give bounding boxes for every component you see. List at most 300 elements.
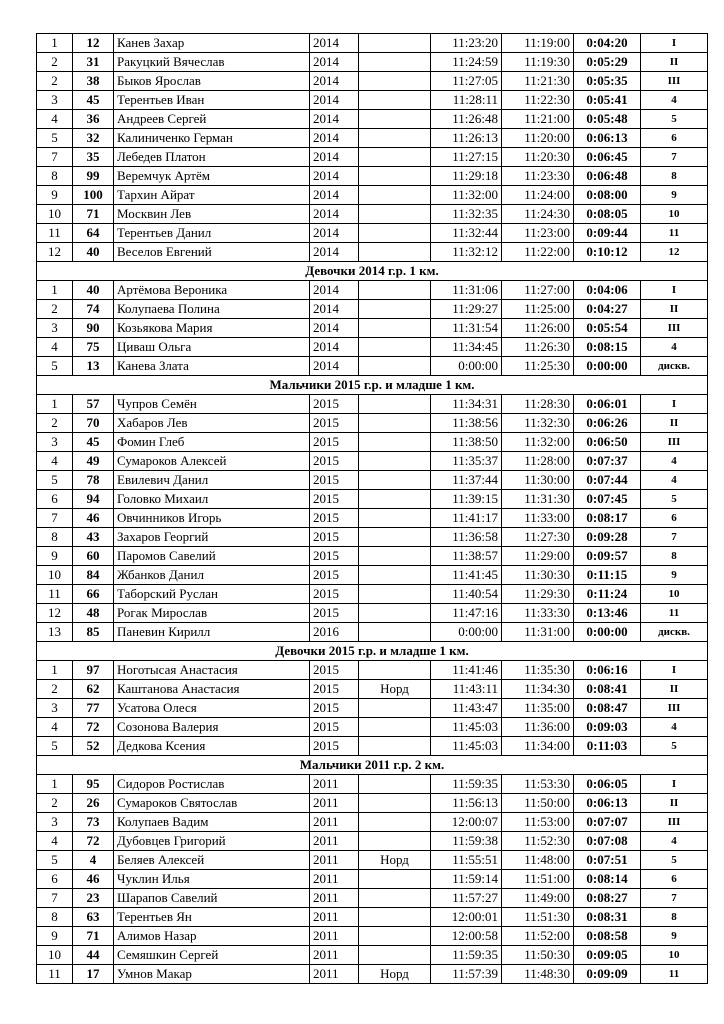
start-time-cell: 11:27:30 bbox=[502, 528, 574, 547]
birth-year-cell: 2015 bbox=[310, 566, 359, 585]
table-row bbox=[37, 357, 708, 376]
bib-number-cell: 32 bbox=[73, 129, 114, 148]
place-cell: 8 bbox=[37, 908, 73, 927]
result-time-cell: 0:08:15 bbox=[574, 338, 641, 357]
finish-time-cell: 11:27:05 bbox=[431, 72, 502, 91]
group-header bbox=[37, 756, 708, 775]
birth-year-cell: 2015 bbox=[310, 661, 359, 680]
rank-cell: III bbox=[641, 433, 708, 452]
table-row bbox=[37, 623, 708, 642]
group-header bbox=[37, 642, 708, 661]
finish-time-cell: 11:57:39 bbox=[431, 965, 502, 984]
table-row bbox=[37, 300, 708, 319]
athlete-name-cell: Сидоров Ростислав bbox=[114, 775, 310, 794]
bib-number-cell: 4 bbox=[73, 851, 114, 870]
rank-cell: II bbox=[641, 414, 708, 433]
athlete-name-cell: Чуклин Илья bbox=[114, 870, 310, 889]
birth-year-cell: 2015 bbox=[310, 680, 359, 699]
place-cell: 13 bbox=[37, 623, 73, 642]
finish-time-cell: 11:32:35 bbox=[431, 205, 502, 224]
birth-year-cell: 2014 bbox=[310, 129, 359, 148]
rank-cell: 9 bbox=[641, 566, 708, 585]
start-time-cell: 11:33:30 bbox=[502, 604, 574, 623]
result-time-cell: 0:05:48 bbox=[574, 110, 641, 129]
bib-number-cell: 46 bbox=[73, 509, 114, 528]
table-row bbox=[37, 148, 708, 167]
table-row bbox=[37, 794, 708, 813]
start-time-cell: 11:27:00 bbox=[502, 281, 574, 300]
club-cell bbox=[359, 243, 431, 262]
bib-number-cell: 72 bbox=[73, 832, 114, 851]
place-cell: 2 bbox=[37, 72, 73, 91]
table-row bbox=[37, 718, 708, 737]
place-cell: 12 bbox=[37, 604, 73, 623]
start-time-cell: 11:50:30 bbox=[502, 946, 574, 965]
bib-number-cell: 77 bbox=[73, 699, 114, 718]
table-row bbox=[37, 414, 708, 433]
table-row bbox=[37, 129, 708, 148]
athlete-name-cell: Паневин Кирилл bbox=[114, 623, 310, 642]
rank-cell: 5 bbox=[641, 490, 708, 509]
table-row bbox=[37, 908, 708, 927]
rank-cell: I bbox=[641, 281, 708, 300]
bib-number-cell: 40 bbox=[73, 243, 114, 262]
start-time-cell: 11:48:00 bbox=[502, 851, 574, 870]
start-time-cell: 11:53:30 bbox=[502, 775, 574, 794]
birth-year-cell: 2015 bbox=[310, 604, 359, 623]
club-cell bbox=[359, 870, 431, 889]
place-cell: 3 bbox=[37, 91, 73, 110]
result-time-cell: 0:09:05 bbox=[574, 946, 641, 965]
start-time-cell: 11:22:00 bbox=[502, 243, 574, 262]
birth-year-cell: 2014 bbox=[310, 338, 359, 357]
result-time-cell: 0:09:44 bbox=[574, 224, 641, 243]
athlete-name-cell: Веселов Евгений bbox=[114, 243, 310, 262]
result-time-cell: 0:06:05 bbox=[574, 775, 641, 794]
rank-cell: 10 bbox=[641, 946, 708, 965]
bib-number-cell: 72 bbox=[73, 718, 114, 737]
place-cell: 9 bbox=[37, 186, 73, 205]
birth-year-cell: 2015 bbox=[310, 585, 359, 604]
finish-time-cell: 11:38:56 bbox=[431, 414, 502, 433]
birth-year-cell: 2011 bbox=[310, 870, 359, 889]
place-cell: 10 bbox=[37, 205, 73, 224]
place-cell: 6 bbox=[37, 490, 73, 509]
athlete-name-cell: Умнов Макар bbox=[114, 965, 310, 984]
result-time-cell: 0:07:37 bbox=[574, 452, 641, 471]
start-time-cell: 11:20:00 bbox=[502, 129, 574, 148]
table-row bbox=[37, 851, 708, 870]
athlete-name-cell: Созонова Валерия bbox=[114, 718, 310, 737]
rank-cell: 7 bbox=[641, 889, 708, 908]
birth-year-cell: 2014 bbox=[310, 319, 359, 338]
club-cell bbox=[359, 471, 431, 490]
place-cell: 10 bbox=[37, 946, 73, 965]
start-time-cell: 11:26:30 bbox=[502, 338, 574, 357]
table-row bbox=[37, 889, 708, 908]
athlete-name-cell: Сумароков Алексей bbox=[114, 452, 310, 471]
place-cell: 3 bbox=[37, 813, 73, 832]
club-cell bbox=[359, 528, 431, 547]
club-cell bbox=[359, 91, 431, 110]
result-time-cell: 0:05:41 bbox=[574, 91, 641, 110]
birth-year-cell: 2014 bbox=[310, 167, 359, 186]
rank-cell: III bbox=[641, 319, 708, 338]
club-cell bbox=[359, 623, 431, 642]
table-row bbox=[37, 91, 708, 110]
rank-cell: 10 bbox=[641, 585, 708, 604]
birth-year-cell: 2014 bbox=[310, 281, 359, 300]
rank-cell: I bbox=[641, 775, 708, 794]
rank-cell: 5 bbox=[641, 110, 708, 129]
finish-time-cell: 11:59:35 bbox=[431, 775, 502, 794]
place-cell: 9 bbox=[37, 547, 73, 566]
rank-cell: 4 bbox=[641, 718, 708, 737]
place-cell: 4 bbox=[37, 832, 73, 851]
finish-time-cell: 11:41:46 bbox=[431, 661, 502, 680]
rank-cell: 10 bbox=[641, 205, 708, 224]
result-time-cell: 0:00:00 bbox=[574, 357, 641, 376]
start-time-cell: 11:32:00 bbox=[502, 433, 574, 452]
bib-number-cell: 75 bbox=[73, 338, 114, 357]
bib-number-cell: 73 bbox=[73, 813, 114, 832]
rank-cell: II bbox=[641, 300, 708, 319]
club-cell bbox=[359, 604, 431, 623]
club-cell bbox=[359, 34, 431, 53]
birth-year-cell: 2011 bbox=[310, 965, 359, 984]
start-time-cell: 11:30:30 bbox=[502, 566, 574, 585]
table-row bbox=[37, 281, 708, 300]
start-time-cell: 11:35:00 bbox=[502, 699, 574, 718]
bib-number-cell: 95 bbox=[73, 775, 114, 794]
start-time-cell: 11:24:00 bbox=[502, 186, 574, 205]
finish-time-cell: 11:59:35 bbox=[431, 946, 502, 965]
table-row bbox=[37, 965, 708, 984]
birth-year-cell: 2015 bbox=[310, 737, 359, 756]
club-cell bbox=[359, 509, 431, 528]
rank-cell: I bbox=[641, 34, 708, 53]
finish-time-cell: 12:00:01 bbox=[431, 908, 502, 927]
result-time-cell: 0:09:28 bbox=[574, 528, 641, 547]
table-row bbox=[37, 832, 708, 851]
table-row bbox=[37, 585, 708, 604]
athlete-name-cell: Чупров Семён bbox=[114, 395, 310, 414]
club-cell bbox=[359, 205, 431, 224]
start-time-cell: 11:36:00 bbox=[502, 718, 574, 737]
table-row bbox=[37, 604, 708, 623]
club-cell bbox=[359, 72, 431, 91]
club-cell bbox=[359, 110, 431, 129]
athlete-name-cell: Овчинников Игорь bbox=[114, 509, 310, 528]
result-time-cell: 0:04:06 bbox=[574, 281, 641, 300]
club-cell bbox=[359, 319, 431, 338]
club-cell bbox=[359, 395, 431, 414]
result-time-cell: 0:08:05 bbox=[574, 205, 641, 224]
birth-year-cell: 2015 bbox=[310, 509, 359, 528]
start-time-cell: 11:25:30 bbox=[502, 357, 574, 376]
place-cell: 5 bbox=[37, 129, 73, 148]
athlete-name-cell: Дедкова Ксения bbox=[114, 737, 310, 756]
finish-time-cell: 11:26:48 bbox=[431, 110, 502, 129]
start-time-cell: 11:19:00 bbox=[502, 34, 574, 53]
athlete-name-cell: Терентьев Данил bbox=[114, 224, 310, 243]
club-cell: Норд bbox=[359, 680, 431, 699]
table-row bbox=[37, 547, 708, 566]
bib-number-cell: 63 bbox=[73, 908, 114, 927]
finish-time-cell: 11:31:54 bbox=[431, 319, 502, 338]
birth-year-cell: 2014 bbox=[310, 224, 359, 243]
birth-year-cell: 2014 bbox=[310, 110, 359, 129]
athlete-name-cell: Колупаев Вадим bbox=[114, 813, 310, 832]
finish-time-cell: 12:00:58 bbox=[431, 927, 502, 946]
club-cell bbox=[359, 148, 431, 167]
rank-cell: дискв. bbox=[641, 357, 708, 376]
table-row bbox=[37, 224, 708, 243]
table-row bbox=[37, 509, 708, 528]
club-cell bbox=[359, 946, 431, 965]
birth-year-cell: 2014 bbox=[310, 72, 359, 91]
athlete-name-cell: Веремчук Артём bbox=[114, 167, 310, 186]
start-time-cell: 11:35:30 bbox=[502, 661, 574, 680]
athlete-name-cell: Таборский Руслан bbox=[114, 585, 310, 604]
finish-time-cell: 11:38:57 bbox=[431, 547, 502, 566]
athlete-name-cell: Терентьев Ян bbox=[114, 908, 310, 927]
finish-time-cell: 11:34:45 bbox=[431, 338, 502, 357]
table-row bbox=[37, 699, 708, 718]
bib-number-cell: 97 bbox=[73, 661, 114, 680]
place-cell: 2 bbox=[37, 680, 73, 699]
club-cell bbox=[359, 566, 431, 585]
athlete-name-cell: Терентьев Иван bbox=[114, 91, 310, 110]
rank-cell: II bbox=[641, 53, 708, 72]
group-title: Мальчики 2015 г.р. и младше 1 км. bbox=[37, 376, 708, 395]
athlete-name-cell: Шарапов Савелий bbox=[114, 889, 310, 908]
finish-time-cell: 11:23:20 bbox=[431, 34, 502, 53]
start-time-cell: 11:28:30 bbox=[502, 395, 574, 414]
result-time-cell: 0:09:09 bbox=[574, 965, 641, 984]
table-row bbox=[37, 243, 708, 262]
finish-time-cell: 0:00:00 bbox=[431, 357, 502, 376]
bib-number-cell: 57 bbox=[73, 395, 114, 414]
result-time-cell: 0:08:17 bbox=[574, 509, 641, 528]
athlete-name-cell: Циваш Ольга bbox=[114, 338, 310, 357]
bib-number-cell: 48 bbox=[73, 604, 114, 623]
rank-cell: 8 bbox=[641, 547, 708, 566]
result-time-cell: 0:13:46 bbox=[574, 604, 641, 623]
birth-year-cell: 2015 bbox=[310, 699, 359, 718]
table-row bbox=[37, 927, 708, 946]
table-row bbox=[37, 319, 708, 338]
start-time-cell: 11:52:00 bbox=[502, 927, 574, 946]
bib-number-cell: 74 bbox=[73, 300, 114, 319]
birth-year-cell: 2015 bbox=[310, 452, 359, 471]
club-cell bbox=[359, 186, 431, 205]
club-cell bbox=[359, 908, 431, 927]
finish-time-cell: 11:27:15 bbox=[431, 148, 502, 167]
athlete-name-cell: Хабаров Лев bbox=[114, 414, 310, 433]
table-row bbox=[37, 490, 708, 509]
club-cell bbox=[359, 718, 431, 737]
rank-cell: 6 bbox=[641, 129, 708, 148]
place-cell: 1 bbox=[37, 34, 73, 53]
bib-number-cell: 36 bbox=[73, 110, 114, 129]
bib-number-cell: 99 bbox=[73, 167, 114, 186]
finish-time-cell: 11:29:27 bbox=[431, 300, 502, 319]
bib-number-cell: 49 bbox=[73, 452, 114, 471]
start-time-cell: 11:34:00 bbox=[502, 737, 574, 756]
place-cell: 5 bbox=[37, 471, 73, 490]
place-cell: 7 bbox=[37, 509, 73, 528]
start-time-cell: 11:23:30 bbox=[502, 167, 574, 186]
rank-cell: 4 bbox=[641, 338, 708, 357]
bib-number-cell: 23 bbox=[73, 889, 114, 908]
result-time-cell: 0:08:58 bbox=[574, 927, 641, 946]
table-row bbox=[37, 775, 708, 794]
place-cell: 1 bbox=[37, 395, 73, 414]
result-time-cell: 0:00:00 bbox=[574, 623, 641, 642]
finish-time-cell: 11:32:44 bbox=[431, 224, 502, 243]
place-cell: 11 bbox=[37, 224, 73, 243]
athlete-name-cell: Сумароков Святослав bbox=[114, 794, 310, 813]
bib-number-cell: 13 bbox=[73, 357, 114, 376]
athlete-name-cell: Жбанков Данил bbox=[114, 566, 310, 585]
table-row bbox=[37, 186, 708, 205]
finish-time-cell: 11:32:12 bbox=[431, 243, 502, 262]
table-row bbox=[37, 167, 708, 186]
table-row bbox=[37, 661, 708, 680]
athlete-name-cell: Паромов Савелий bbox=[114, 547, 310, 566]
start-time-cell: 11:50:00 bbox=[502, 794, 574, 813]
place-cell: 5 bbox=[37, 357, 73, 376]
finish-time-cell: 11:43:47 bbox=[431, 699, 502, 718]
finish-time-cell: 11:45:03 bbox=[431, 737, 502, 756]
rank-cell: III bbox=[641, 699, 708, 718]
result-time-cell: 0:07:51 bbox=[574, 851, 641, 870]
result-time-cell: 0:04:27 bbox=[574, 300, 641, 319]
club-cell bbox=[359, 433, 431, 452]
birth-year-cell: 2016 bbox=[310, 623, 359, 642]
bib-number-cell: 60 bbox=[73, 547, 114, 566]
start-time-cell: 11:48:30 bbox=[502, 965, 574, 984]
start-time-cell: 11:32:30 bbox=[502, 414, 574, 433]
bib-number-cell: 90 bbox=[73, 319, 114, 338]
athlete-name-cell: Калиниченко Герман bbox=[114, 129, 310, 148]
place-cell: 1 bbox=[37, 281, 73, 300]
start-time-cell: 11:30:00 bbox=[502, 471, 574, 490]
club-cell bbox=[359, 224, 431, 243]
birth-year-cell: 2014 bbox=[310, 300, 359, 319]
rank-cell: I bbox=[641, 395, 708, 414]
birth-year-cell: 2015 bbox=[310, 414, 359, 433]
finish-time-cell: 11:56:13 bbox=[431, 794, 502, 813]
group-title: Девочки 2015 г.р. и младше 1 км. bbox=[37, 642, 708, 661]
result-time-cell: 0:07:44 bbox=[574, 471, 641, 490]
bib-number-cell: 64 bbox=[73, 224, 114, 243]
place-cell: 10 bbox=[37, 566, 73, 585]
result-time-cell: 0:06:45 bbox=[574, 148, 641, 167]
bib-number-cell: 70 bbox=[73, 414, 114, 433]
start-time-cell: 11:28:00 bbox=[502, 452, 574, 471]
start-time-cell: 11:33:00 bbox=[502, 509, 574, 528]
athlete-name-cell: Фомин Глеб bbox=[114, 433, 310, 452]
athlete-name-cell: Дубовцев Григорий bbox=[114, 832, 310, 851]
bib-number-cell: 85 bbox=[73, 623, 114, 642]
athlete-name-cell: Ракуцкий Вячеслав bbox=[114, 53, 310, 72]
table-row bbox=[37, 433, 708, 452]
result-time-cell: 0:06:48 bbox=[574, 167, 641, 186]
rank-cell: дискв. bbox=[641, 623, 708, 642]
rank-cell: III bbox=[641, 72, 708, 91]
athlete-name-cell: Каштанова Анастасия bbox=[114, 680, 310, 699]
start-time-cell: 11:51:00 bbox=[502, 870, 574, 889]
club-cell bbox=[359, 775, 431, 794]
bib-number-cell: 78 bbox=[73, 471, 114, 490]
bib-number-cell: 12 bbox=[73, 34, 114, 53]
birth-year-cell: 2014 bbox=[310, 243, 359, 262]
result-time-cell: 0:06:13 bbox=[574, 794, 641, 813]
finish-time-cell: 11:45:03 bbox=[431, 718, 502, 737]
start-time-cell: 11:51:30 bbox=[502, 908, 574, 927]
table-row bbox=[37, 870, 708, 889]
rank-cell: 7 bbox=[641, 528, 708, 547]
club-cell bbox=[359, 699, 431, 718]
result-time-cell: 0:06:13 bbox=[574, 129, 641, 148]
start-time-cell: 11:21:00 bbox=[502, 110, 574, 129]
birth-year-cell: 2014 bbox=[310, 53, 359, 72]
bib-number-cell: 26 bbox=[73, 794, 114, 813]
group-title: Девочки 2014 г.р. 1 км. bbox=[37, 262, 708, 281]
result-time-cell: 0:10:12 bbox=[574, 243, 641, 262]
finish-time-cell: 11:28:11 bbox=[431, 91, 502, 110]
club-cell bbox=[359, 832, 431, 851]
athlete-name-cell: Канев Захар bbox=[114, 34, 310, 53]
athlete-name-cell: Андреев Сергей bbox=[114, 110, 310, 129]
rank-cell: 11 bbox=[641, 224, 708, 243]
rank-cell: 5 bbox=[641, 737, 708, 756]
club-cell bbox=[359, 281, 431, 300]
birth-year-cell: 2015 bbox=[310, 490, 359, 509]
club-cell bbox=[359, 661, 431, 680]
place-cell: 7 bbox=[37, 148, 73, 167]
place-cell: 7 bbox=[37, 889, 73, 908]
finish-time-cell: 11:34:31 bbox=[431, 395, 502, 414]
rank-cell: II bbox=[641, 794, 708, 813]
finish-time-cell: 11:59:38 bbox=[431, 832, 502, 851]
result-time-cell: 0:05:54 bbox=[574, 319, 641, 338]
finish-time-cell: 11:37:44 bbox=[431, 471, 502, 490]
bib-number-cell: 66 bbox=[73, 585, 114, 604]
club-cell bbox=[359, 53, 431, 72]
rank-cell: 6 bbox=[641, 509, 708, 528]
start-time-cell: 11:52:30 bbox=[502, 832, 574, 851]
result-time-cell: 0:08:41 bbox=[574, 680, 641, 699]
bib-number-cell: 100 bbox=[73, 186, 114, 205]
birth-year-cell: 2014 bbox=[310, 148, 359, 167]
club-cell bbox=[359, 794, 431, 813]
athlete-name-cell: Тархин Айрат bbox=[114, 186, 310, 205]
club-cell bbox=[359, 452, 431, 471]
birth-year-cell: 2011 bbox=[310, 927, 359, 946]
bib-number-cell: 62 bbox=[73, 680, 114, 699]
birth-year-cell: 2011 bbox=[310, 889, 359, 908]
table-row bbox=[37, 471, 708, 490]
birth-year-cell: 2015 bbox=[310, 528, 359, 547]
finish-time-cell: 11:32:00 bbox=[431, 186, 502, 205]
table-row bbox=[37, 737, 708, 756]
finish-time-cell: 11:24:59 bbox=[431, 53, 502, 72]
rank-cell: 8 bbox=[641, 167, 708, 186]
place-cell: 6 bbox=[37, 870, 73, 889]
